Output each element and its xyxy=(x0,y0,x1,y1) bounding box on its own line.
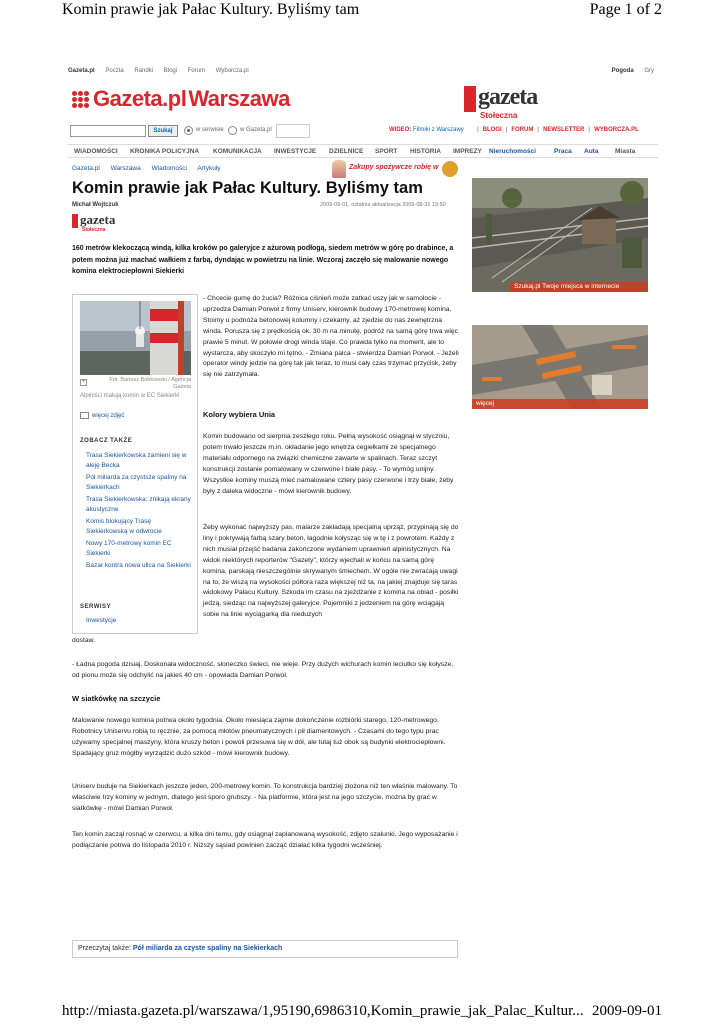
nav-miasta[interactable]: Miasta xyxy=(615,148,636,155)
forum-link[interactable]: FORUM xyxy=(511,127,534,133)
nav-komunikacja[interactable]: KOMUNIKACJA xyxy=(213,148,262,155)
right-links: | BLOGI | FORUM | NEWSLETTER | WYBORCZA.PL xyxy=(477,127,639,133)
nav-praca[interactable]: Praca xyxy=(554,148,572,155)
see-also-item[interactable]: Komis blokujący Trasę Siekierkowską w odwrocie xyxy=(86,518,162,535)
shopping-promo[interactable] xyxy=(332,160,462,178)
paragraph-6: Uniserv buduje na Siekierkach jeszcze jeden, 200-metrowy komin. To konstrukcja bardziej złożona niż ten właśnie malowany. To właściwie trzy kominy w jednym, dlatego jest sporo grubszy. - Na platformie, która jest na jego szczycie, można by grać w siatkówkę - mówi Damian Porwoł. xyxy=(72,783,458,812)
logo-gazeta-text: Gazeta.pl xyxy=(93,86,187,111)
article-title: Komin prawie jak Pałac Kultury. Byliśmy tam xyxy=(72,179,423,197)
paragraph-3: Żeby wykonać najwyższy pas, malarze zakładają specjalną uprząż, przypinają się do liny i pokrywają farbą szary beton, łagodnie kołysząc się w tę i z powrotem. Każdy z nich musiał przejść badania zakończone wydaniem uprawnień alpinistycznych. Na widok niektórych reporterów "Gazety", którzy wjechali w końcu na samą górę komina, parskają nieszczególnie skrywanym śmiechem. W ogóle nie zwracają uwagi na to, że wiszą na wysokości półtora raza większej niż ta, na jakiej znajduje się taras widokowy Pałacu Kultury. Szkoda im czasu na zjeżdżanie z komina na obiad - posiłki jedzą, siedząc na najwyższej galeryjce. Pojemniki z jedzeniem na górę wciągają sobie na linie wyciągarką dla nieduzych xyxy=(203,524,459,619)
top-nav-forum[interactable]: Forum xyxy=(187,68,206,74)
ad2-caption: więcej xyxy=(472,399,648,409)
services-list xyxy=(86,616,192,629)
search-input[interactable] xyxy=(70,125,146,137)
wideo-label: WIDEO: xyxy=(389,127,412,133)
nav-wiadomosci[interactable]: WIADOMOŚCI xyxy=(74,148,118,155)
see-also-item[interactable]: Bazar kontra nowa ulica na Siekierki xyxy=(86,562,191,569)
paragraph-2: Komin budowano od sierpnia zeszłego roku. Pełną wysokość osiągnął w styczniu, potem trwało jeszcze m.in. okładanie jego wnętrza cegiełkami ze specjalnego materiału odpornego na związki chemiczne zawarte w spalinach. Teraz szczyt konstrukcji zostanie pomalowany w czerwone i białe pasy. - To wymóg unijny. Wszystkie kominy muszą mieć namalowane cztery pasy czerwone i trzy białe, żeby były z daleka widoczne - mówi kierownik budowy. xyxy=(203,433,454,495)
nav-inwestycje[interactable]: INWESTYCJE xyxy=(274,148,317,155)
promo-logo-icon xyxy=(442,161,458,177)
crumb-warszawa[interactable]: Warszawa xyxy=(110,165,141,172)
promo-person-icon xyxy=(332,160,346,178)
see-also-item[interactable]: Nowy 170-metrowy komin EC Siekierki xyxy=(86,540,172,557)
enlarge-icon[interactable]: + xyxy=(81,379,86,385)
main-nav xyxy=(68,144,658,158)
paragraph-7: Ten komin zaczął rosnąć w czerwcu, a kilka dni temu, gdy osiągnął zaplanowaną wysokość, zdjęto szalunki. Jego wyposażanie i podłączanie potrwa do listopada 2010 r. Niższy sąsiad powinien zacząć działać kilka tygodni wcześniej. xyxy=(72,831,458,849)
top-nav-gazeta[interactable]: Gazeta.pl xyxy=(68,68,95,74)
services-item[interactable]: Inwestycje xyxy=(86,617,117,624)
article-sidebox xyxy=(72,294,198,634)
search-extra-box xyxy=(276,124,310,138)
see-also-item[interactable]: Pół miliarda za czystsze spaliny na Siekierkach xyxy=(86,474,187,491)
blogi-link[interactable]: BLOGI xyxy=(482,127,502,133)
see-also-item[interactable]: Trasa Siekierkowska zamieni się w aleję Becka xyxy=(86,452,187,469)
more-photos-link[interactable]: więcej zdjęć xyxy=(80,412,124,419)
search-bar xyxy=(68,124,658,140)
search-button[interactable]: Szukaj xyxy=(148,125,178,137)
subheading-siatkowka: W siatkówkę na szczycie xyxy=(72,694,161,703)
paragraph-5: Malowanie nowego komina potrwa około tygodnia. Około miesiąca zajmie dokończenie rozbiórki starego, 120-metrowego. Robotnicy Uniservu robią to ręcznie, za pomocą młotów pneumatycznych i pił diamentowych. - Czasami do tego typu prac używamy specjalnej maszyny, która kruszy beton i powoli przesuwa się w dół, ale tutaj tuż obok są budynki elektrociepłowni. Spadający gruz mógłby wyrządzić dużo szkód - mówi kierownik budowy. xyxy=(72,717,446,757)
gazeta-stoleczna-logo[interactable] xyxy=(464,84,538,122)
services-title: SERWISY xyxy=(80,604,112,610)
newsletter-link[interactable]: NEWSLETTER xyxy=(543,127,585,133)
article-author: Michał Wojtczuk xyxy=(72,202,119,208)
games-link[interactable]: Gry xyxy=(644,68,654,74)
gs-logo-sub: Stołeczna xyxy=(480,111,518,120)
nav-sport[interactable]: SPORT xyxy=(375,148,398,155)
site-logo[interactable] xyxy=(72,86,290,112)
gs-logo-text: gazeta xyxy=(478,84,538,110)
see-also-list xyxy=(86,451,192,574)
breadcrumb xyxy=(72,165,230,172)
paragraph-4: - Ładna pogoda dzisiaj. Doskonała widoczność, słoneczko świeci, nie wieje. Przy dużych wichurach komin leciutko się kołysze, od pionu może się odchylić na jakieś 40 cm - opowiada Damian Porwoł. xyxy=(72,661,454,679)
chimney-photo[interactable] xyxy=(80,301,191,375)
ad1-caption: Szukaj.pl Twoje miejsca w internecie xyxy=(510,282,648,292)
radio-gazeta-label: w Gazeta.pl xyxy=(240,127,272,133)
nav-historia[interactable]: HISTORIA xyxy=(410,148,441,155)
radio-site[interactable] xyxy=(184,126,193,135)
print-footer xyxy=(0,1003,724,1023)
subheading-kolory: Kolory wybiera Unia xyxy=(203,410,276,419)
ad-banner-railway[interactable] xyxy=(472,178,648,292)
print-page-number: Page 1 of 2 xyxy=(589,1,662,18)
top-nav xyxy=(68,68,258,74)
related-label: Przeczytaj także: xyxy=(78,945,131,952)
wideo-link[interactable]: Filmiki z Warszawy xyxy=(413,127,464,133)
article-lead: 160 metrów klekoczącą windą, kilka kroków po galeryjce z ażurową podłogą, siedem metrów w górę po drabince, a potem można już machać wałkiem z farbą, dyndając w powietrzu na linie. Wczoraj zaczęło się malowanie nowego komina elektrociepłowni Siekierki xyxy=(72,245,454,275)
gallery-icon xyxy=(80,412,89,419)
paragraph-1: - Chcecie gumę do żucia? Różnica ciśnień może zatkać uszy jak w samolocie - uprzedza Damian Porwoł z firmy Uniserv, kierownik budowy 170-metrowej komina. Stoimy u podnóża betonowej kolumny i czekamy, aż zjedzie do nas zewnętrzna winda. Porusza się z prędkością ok. 30 m na minutę, podróż na samą górę trwa więc prawie 5 minut. W połowie drogi winda staje. Co prawda tylko na moment, ale to wystarcza, aby skoczyło mi tętno. - Zmiana palca - stwierdza Damian Porwoł. - Jeżeli operator windy jedzie na górę tak jak teraz, to musi cały czas trzymać przycisk, żeby się nie zatrzymała. xyxy=(203,295,459,379)
print-title: Komin prawie jak Pałac Kultury. Byliśmy tam xyxy=(62,1,360,18)
nav-imprezy[interactable]: IMPREZY xyxy=(453,148,482,155)
top-nav-randki[interactable]: Randki xyxy=(134,68,154,74)
crumb-wiadomosci[interactable]: Wiadomości xyxy=(151,165,187,172)
wyborcza-link[interactable]: WYBORCZA.PL xyxy=(594,127,639,133)
crossroads-image xyxy=(472,325,648,409)
article-date: 2009-09-01, ostatnia aktualizacja 2009-08-31 19:50 xyxy=(320,202,446,208)
photo-caption: Alpiniści malują komin w EC Siekierki xyxy=(80,393,180,399)
related-article-box xyxy=(72,940,458,958)
top-right-links xyxy=(603,68,654,74)
print-header xyxy=(0,0,724,22)
crumb-artykuly[interactable]: Artykuły xyxy=(197,165,221,172)
related-link[interactable]: Pół miliarda za czyste spaliny na Siekierkach xyxy=(132,945,283,952)
promo-text: Zakupy spożywcze robię w xyxy=(349,164,439,171)
nav-dzielnice[interactable]: DZIELNICE xyxy=(329,148,364,155)
weather-link[interactable]: Pogoda xyxy=(611,68,634,74)
wideo-promo xyxy=(389,127,464,133)
photo-credit: Fot. Bartosz Bobkowski / Agencja Gazeta xyxy=(109,377,191,390)
gazeta-stoleczna-small-logo: gazeta Stołeczna xyxy=(72,214,112,234)
print-url: http://miasta.gazeta.pl/warszawa/1,95190,6986310,Komin_prawie_jak_Palac_Kultur... xyxy=(62,1003,584,1019)
top-nav-poczta[interactable]: Poczta xyxy=(105,68,124,74)
crumb-gazeta[interactable]: Gazeta.pl xyxy=(72,165,100,172)
railway-model-image xyxy=(472,178,648,292)
radio-gazeta[interactable] xyxy=(228,126,237,135)
top-nav-wyborcza[interactable]: Wyborcza.pl xyxy=(215,68,249,74)
logo-warszawa-text: Warszawa xyxy=(188,86,290,111)
logo-dots-icon xyxy=(72,91,89,108)
see-also-item[interactable]: Trasa Siekierkowska: znikają ekrany akustyczne xyxy=(86,496,191,513)
ad-banner-crossroads[interactable] xyxy=(472,325,648,409)
top-nav-blogi[interactable]: Blogi xyxy=(163,68,178,74)
print-date: 2009-09-01 xyxy=(592,1003,662,1019)
nav-nieruchomosci[interactable]: Nieruchomości xyxy=(489,148,536,155)
nav-kronika[interactable]: KRONIKA POLICYJNA xyxy=(130,148,200,155)
nav-auta[interactable]: Auta xyxy=(584,148,599,155)
see-also-title: ZOBACZ TAKŻE xyxy=(80,438,133,444)
radio-site-label: w serwisie xyxy=(196,127,224,133)
paragraph-3-end: dostaw. xyxy=(72,637,96,644)
